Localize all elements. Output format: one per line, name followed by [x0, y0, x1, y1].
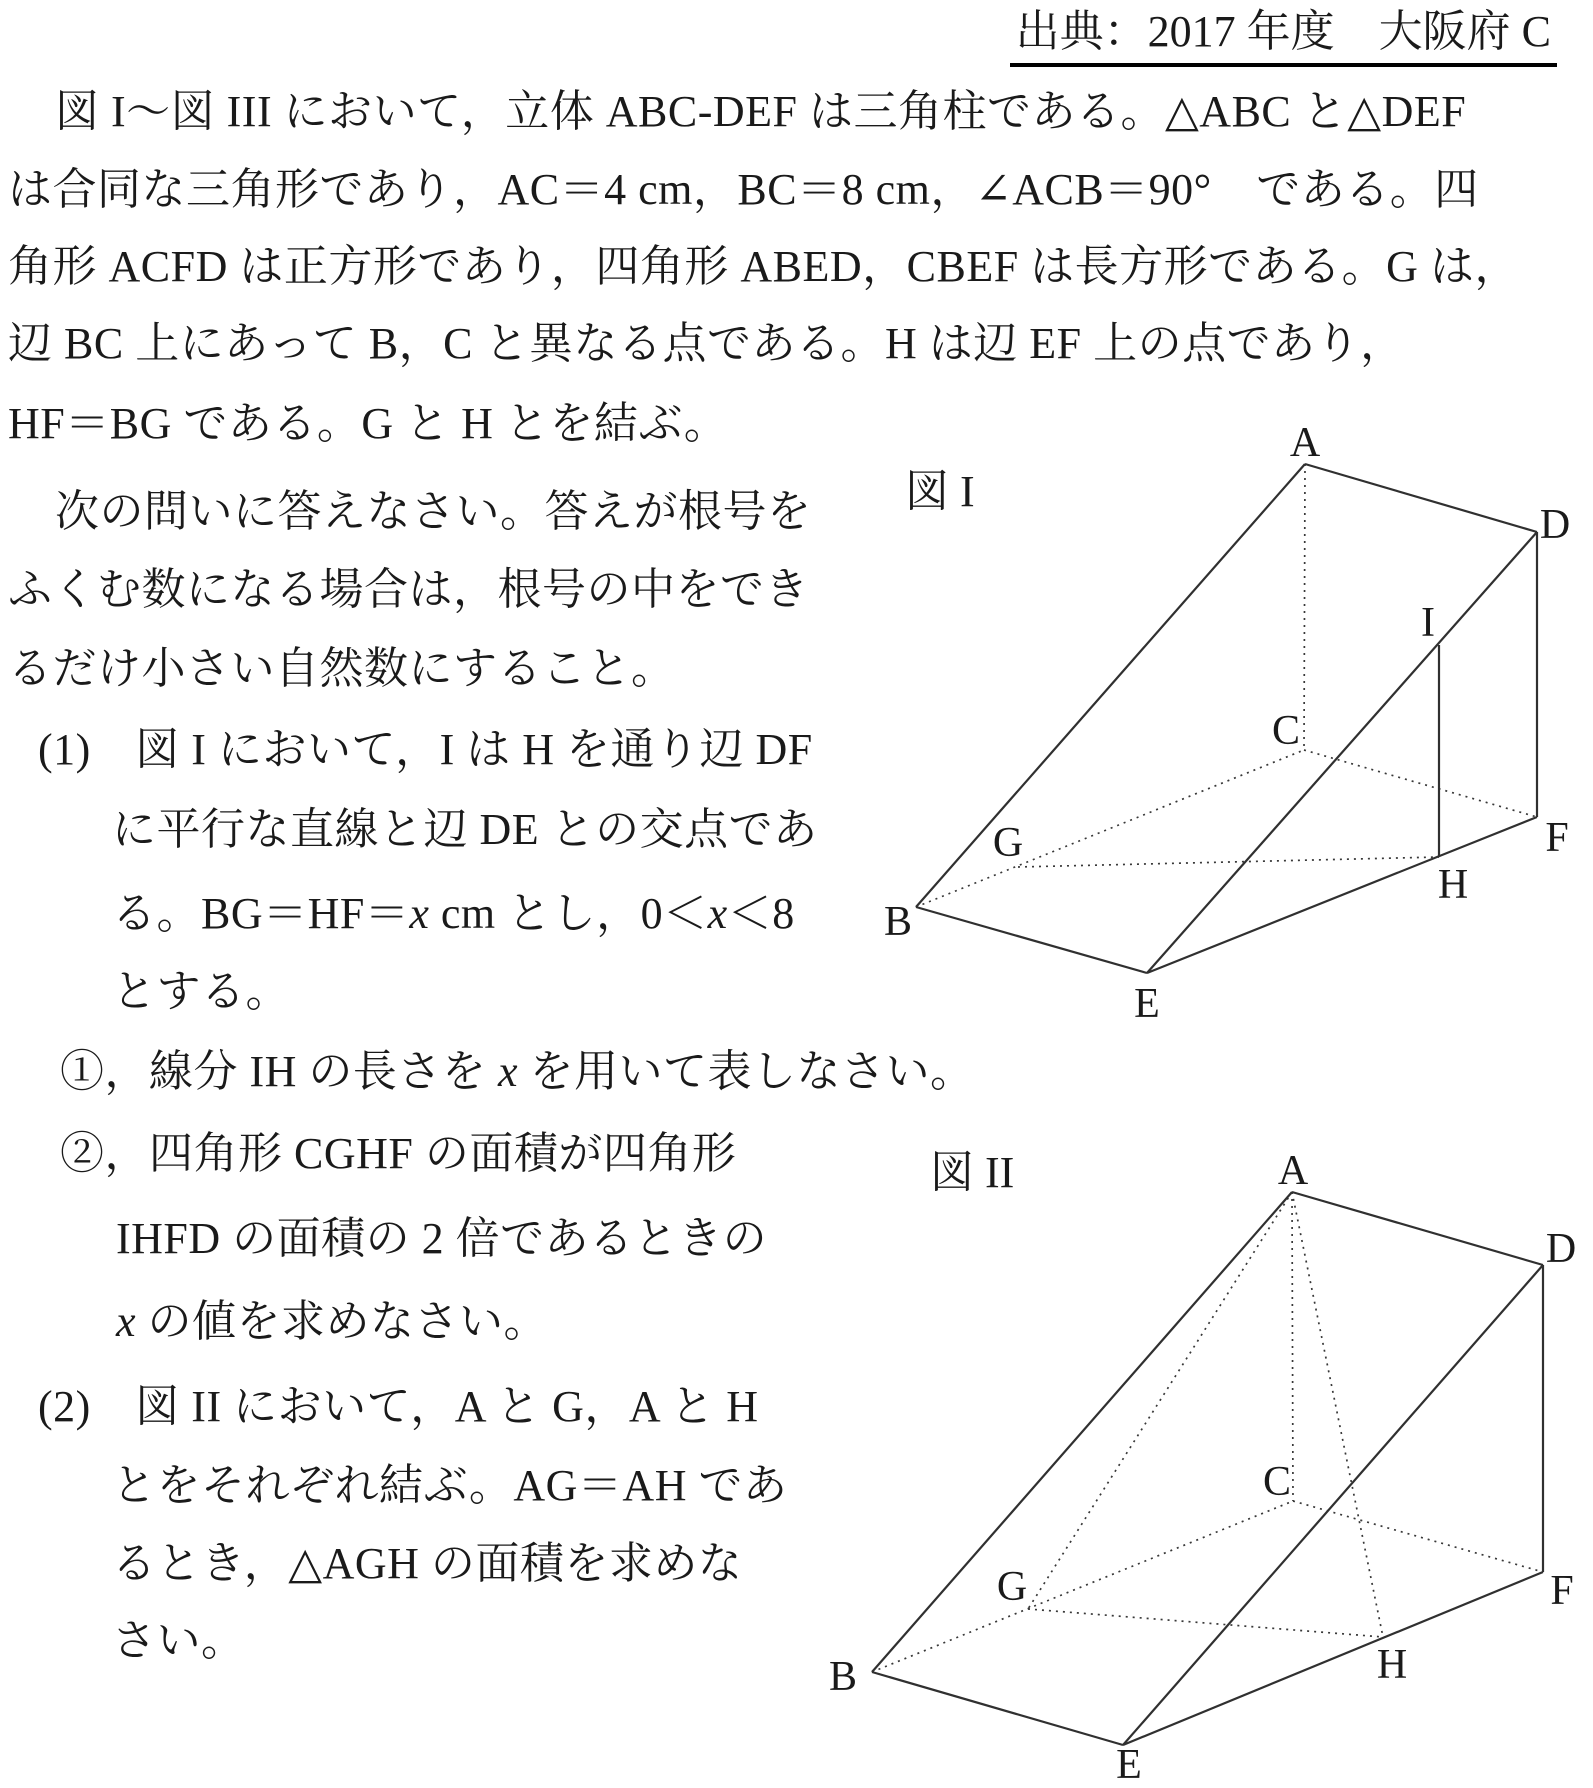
fig2-vertex-label-H: H: [1376, 1642, 1408, 1688]
fig2-vertex-label-E: E: [1116, 1742, 1142, 1788]
fig1-edge-AB: [916, 464, 1305, 907]
q1-sub1-text: を用いて表しなさい。: [517, 1047, 975, 1096]
fig1-vertex-label-F: F: [1545, 815, 1569, 861]
fig2-vertex-label-B: B: [828, 1654, 858, 1700]
q2-line-1-text: (2) 図 II において，A と G，A と H: [38, 1382, 759, 1431]
fig2-edge-GH-hidden: [1028, 1609, 1383, 1637]
fig2-edge-CF-hidden: [1293, 1501, 1543, 1572]
fig2-edge-AH-hidden: [1292, 1192, 1383, 1637]
instructions-line-3-text: るだけ小さい自然数にすること。: [8, 644, 676, 693]
instructions-line-2-text: ふくむ数になる場合は，根号の中をでき: [8, 565, 809, 614]
fig1-vertex-label-E: E: [1134, 981, 1160, 1027]
q2-line-3: [112, 1538, 742, 1590]
q2-line-2: [112, 1460, 787, 1512]
intro-line-4-text: 辺 BC 上にあって B，C と異なる点である。H は辺 EF 上の点であり，: [8, 319, 1405, 368]
fig1-vertex-label-B: B: [883, 899, 913, 945]
fig1-vertex-label-D: D: [1539, 502, 1571, 548]
instructions-line-1: [55, 486, 812, 538]
q1-line-4-text: とする。: [112, 967, 290, 1016]
fig1-vertex-label-H: H: [1437, 862, 1469, 908]
figure1-caption: 図 I: [905, 467, 975, 516]
fig1-vertex-label-I: I: [1421, 600, 1435, 646]
q1-sub2-line-3: [116, 1296, 548, 1348]
q2-line-3-text: るとき，△AGH の面積を求めな: [112, 1539, 743, 1588]
instructions-line-1-text: 次の問いに答えなさい。答えが根号を: [55, 487, 812, 536]
fig2-edge-DE: [1123, 1265, 1543, 1745]
fig2-vertex-label-G: G: [996, 1564, 1028, 1610]
fig2-edge-BC-hidden: [872, 1501, 1293, 1672]
fig2-edge-AC-hidden: [1292, 1192, 1293, 1501]
fig1-vertex-label-G: G: [992, 820, 1024, 866]
intro-line-3-text: 角形 ACFD は正方形であり，四角形 ABED，CBEF は長方形である。G は，: [8, 242, 1519, 291]
q1-line-1: [38, 724, 813, 776]
instructions-line-2: [8, 564, 809, 616]
q1-line-3-text: ＜8: [727, 889, 795, 938]
q1-sub2-line-2: [116, 1213, 767, 1265]
q2-line-4-text: さい。: [112, 1616, 246, 1665]
fig1-edge-AC-hidden: [1304, 464, 1305, 750]
intro-line-5-text: HF＝BG である。G と H とを結ぶ。: [8, 399, 729, 448]
fig1-edge-CF-hidden: [1304, 750, 1537, 817]
q1-line-4: [112, 966, 290, 1018]
intro-line-2-text: は合同な三角形であり，AC＝4 cm，BC＝8 cm，∠ACB＝90° である。四: [8, 165, 1479, 214]
intro-line-3: [8, 241, 1519, 293]
q1-sub2-line-3-text: の値を求めなさい。: [136, 1297, 549, 1346]
intro-line-4: [8, 318, 1405, 370]
fig2-vertex-label-A: A: [1277, 1148, 1309, 1194]
intro-line-5: [8, 398, 728, 450]
fig1-edge-BE: [916, 907, 1147, 973]
fig1-edge-DE: [1147, 532, 1537, 973]
q2-line-2-text: とをそれぞれ結ぶ。AG＝AH であ: [112, 1461, 788, 1510]
q1-line-1-text: (1) 図 I において，I は H を通り辺 DF: [38, 725, 813, 774]
q1-line-2-text: に平行な直線と辺 DE との交点であ: [112, 805, 818, 854]
fig2-edge-BE: [872, 1672, 1123, 1745]
fig2-vertex-label-D: D: [1545, 1226, 1577, 1272]
intro-line-1-text: 図 I～図 III において，立体 ABC-DEF は三角柱である。△ABC と△DEF: [55, 87, 1467, 136]
intro-line-1: [55, 86, 1466, 138]
fig2-edge-EF: [1123, 1572, 1543, 1745]
fig1-edge-AD: [1305, 464, 1537, 532]
q1-sub1-text: ①，線分 IH の長さを: [60, 1047, 498, 1096]
q1-line-3-text: cm とし，0＜: [429, 889, 708, 938]
q1-sub1-var: x: [497, 1047, 518, 1096]
q1-sub2-line-1: [60, 1128, 736, 1180]
q1-line-3-text: る。BG＝HF＝: [112, 889, 410, 938]
fig1-edge-BC-hidden: [916, 750, 1304, 907]
q1-line-3-var: x: [707, 889, 728, 938]
q1-sub2-line-1-text: ②，四角形 CGHF の面積が四角形: [60, 1129, 737, 1178]
fig1-edge-EF: [1147, 817, 1537, 973]
q1-line-2: [112, 804, 818, 856]
q1-sub2-line-2-text: IHFD の面積の 2 倍であるときの: [116, 1214, 768, 1263]
figure2-caption: 図 II: [930, 1148, 1015, 1197]
source-citation: 出典：2017 年度 大阪府 C: [1010, 8, 1557, 67]
q2-line-4: [112, 1615, 246, 1667]
fig2-vertex-label-C: C: [1262, 1459, 1292, 1505]
fig1-vertex-label-C: C: [1271, 708, 1301, 754]
fig2-edge-AB: [872, 1192, 1292, 1672]
intro-line-2: [8, 164, 1479, 216]
q1-line-3: [112, 888, 795, 940]
fig1-edge-GH-hidden: [1018, 857, 1439, 867]
fig1-vertex-label-A: A: [1289, 420, 1321, 466]
q1-sub2-line-3-var: x: [116, 1297, 137, 1346]
fig2-edge-AD: [1292, 1192, 1543, 1265]
instructions-line-3: [8, 643, 676, 695]
fig2-edge-AG-hidden: [1028, 1192, 1292, 1609]
q1-line-3-var: x: [409, 889, 430, 938]
q1-sub1: [60, 1046, 974, 1098]
q2-line-1: [38, 1381, 758, 1433]
fig2-vertex-label-F: F: [1550, 1568, 1574, 1614]
